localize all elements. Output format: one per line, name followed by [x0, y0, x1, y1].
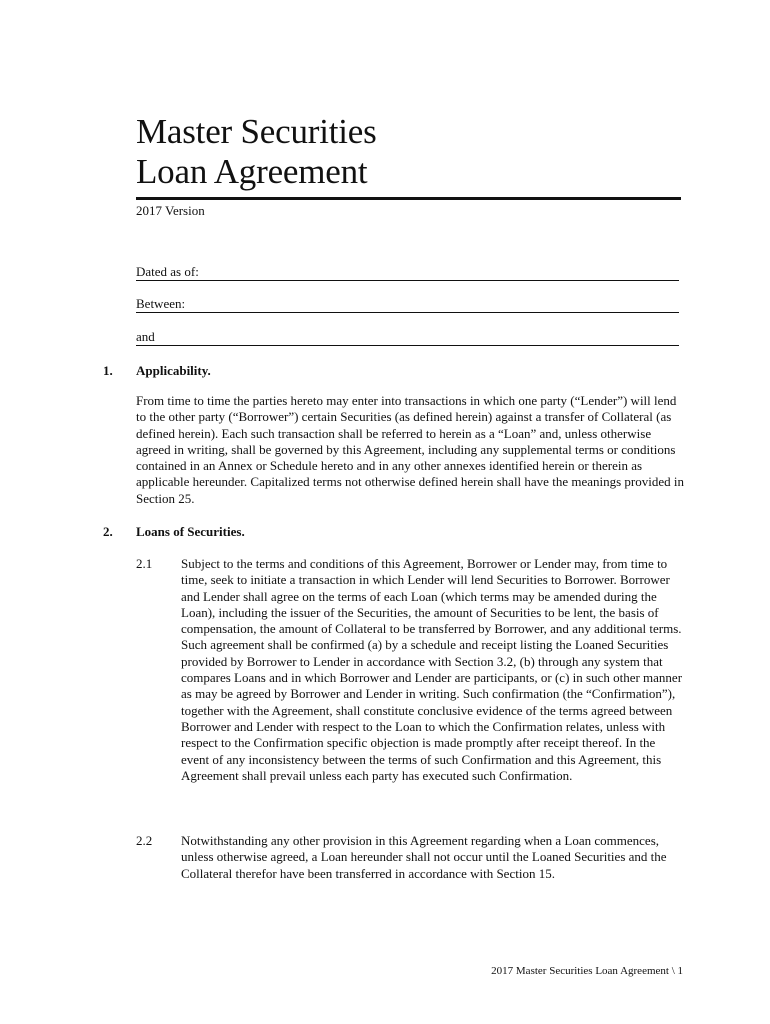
and-field[interactable]: [136, 329, 679, 346]
subsection-2-1-number: 2.1: [136, 556, 153, 571]
section-1-heading: Applicability.: [136, 363, 211, 378]
version-label: 2017 Version: [136, 203, 205, 218]
dated-as-of-field[interactable]: [136, 264, 679, 281]
and-label: and: [136, 329, 155, 344]
page-footer: 2017 Master Securities Loan Agreement \ 1: [491, 965, 683, 977]
section-1-number: 1.: [103, 363, 113, 378]
between-label: Between:: [136, 296, 186, 311]
subsection-2-2-number: 2.2: [136, 833, 153, 848]
subsection-2-2-body: Notwithstanding any other provision in this Agreement regarding when a Loan commences, unless otherwise agreed, a Loan hereunder shall not occur until the Loaned Securities and the Collateral therefor have been transferred in accordance with Section 15.: [181, 833, 667, 881]
document-title: [136, 112, 377, 192]
section-2-number: 2.: [103, 524, 113, 539]
subsection-2-1-body: Subject to the terms and conditions of this Agreement, Borrower or Lender may, from time to time, seek to initiate a transaction in which Lender will lend Securities to Borrower. Borrower and Lender shall agree on the terms of each Loan (which terms may be amended during the Loan), including the issuer of the Securities, the amount of Securities to be lent, the basis of compensation, the amount of Collateral to be transferred by Borrower, and any additional terms. Such agreement shall be confirmed (a) by a schedule and receipt listing the Loaned Securities provided by Borrower to Lender in accordance with Section 3.2, (b) through any system that compares Loans and in which Borrower and Lender are participants, or (c) in such other manner as may be agreed by Borrower and Lender in writing. Such confirmation (the “Confirmation”), together with the Agreement, shall constitute conclusive evidence of the terms agreed between Borrower and Lender with respect to the Loan to which the Confirmation relates, unless with respect to the Confirmation specific objection is made promptly after receipt thereof. In the event of any inconsistency between the terms of such Confirmation and this Agreement, this Agreement shall prevail unless each party has executed such Confirmation.: [181, 556, 683, 783]
between-field[interactable]: [136, 296, 679, 313]
dated-as-of-label: Dated as of:: [136, 264, 199, 279]
title-line-2: Loan Agreement: [136, 152, 368, 191]
title-divider: [136, 197, 681, 200]
section-2-heading: Loans of Securities.: [136, 524, 245, 539]
title-line-1: Master Securities: [136, 112, 377, 151]
section-1-body: From time to time the parties hereto may enter into transactions in which one party (“Lender”) will lend to the other party (“Borrower”) certain Securities (as defined herein) against a transfer of Collateral (as defined herein). Each such transaction shall be referred to herein as a “Loan” and, unless otherwise agreed in writing, shall be governed by this Agreement, including any supplemental terms or conditions contained in an Annex or Schedule hereto and in any other annexes identified herein or therein as applicable hereunder. Capitalized terms not otherwise defined herein shall have the meanings provided in Section 25.: [136, 393, 684, 506]
